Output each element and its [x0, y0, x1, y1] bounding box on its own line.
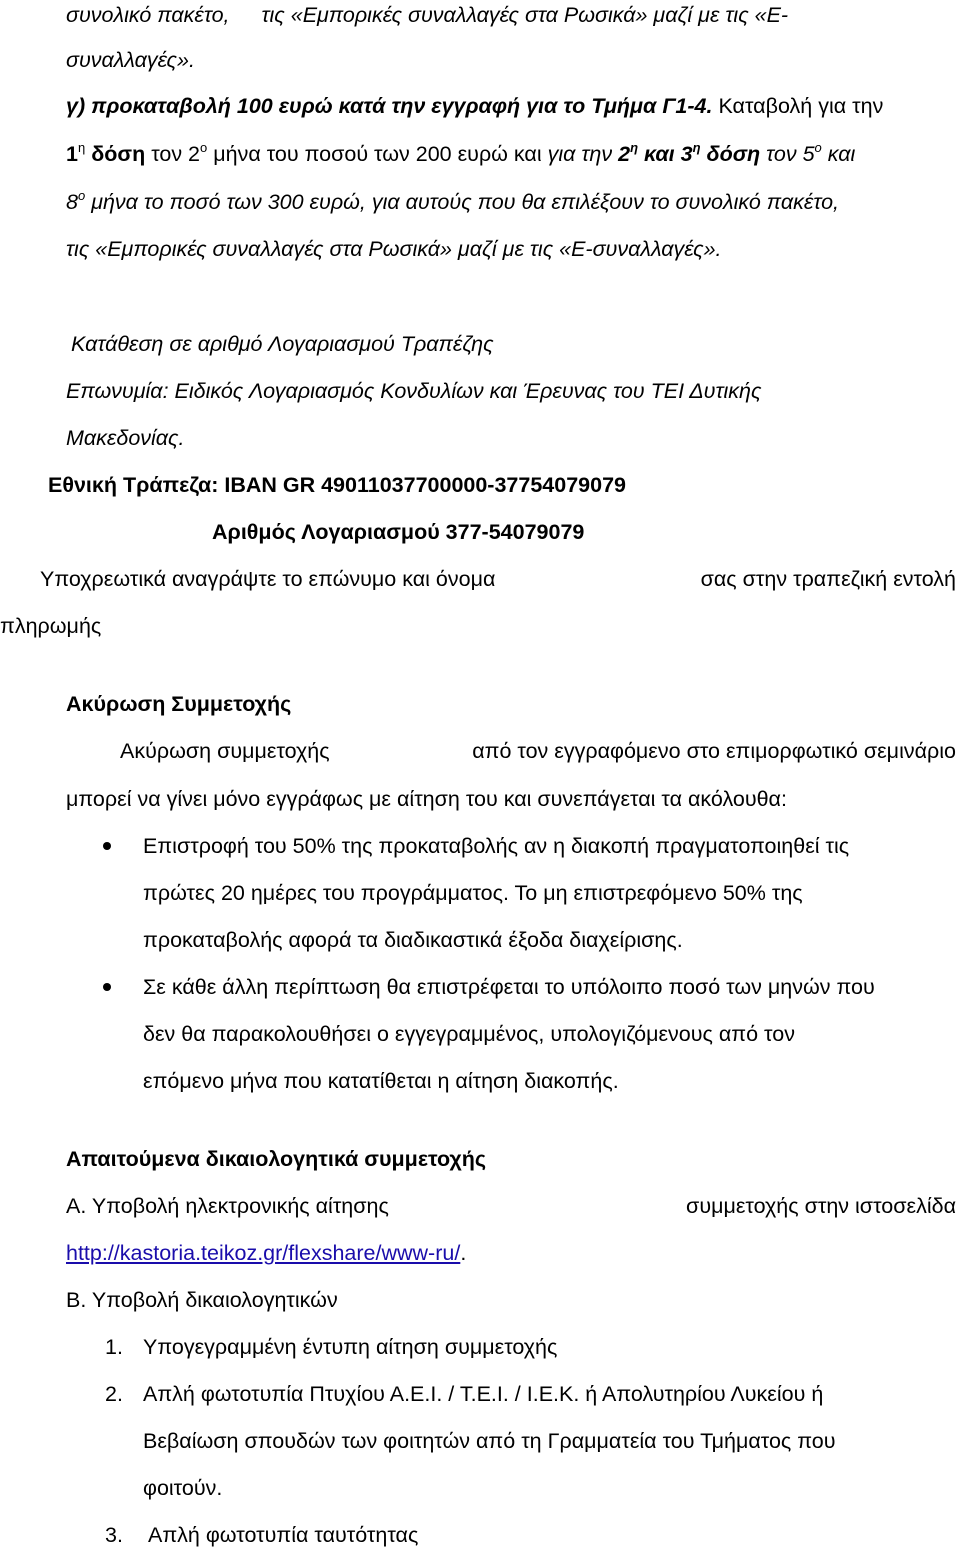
para-text: συνολικό πακέτο, — [66, 3, 230, 27]
list-item: Απλή φωτοτυπία ταυτότητας — [148, 1523, 419, 1547]
t: συμμετοχής στην ιστοσελίδα — [686, 1194, 956, 1218]
docs-heading: Απαιτούμενα δικαιολογητικά συμμετοχής — [66, 1147, 487, 1171]
para-text: Καταβολή για την — [718, 94, 884, 118]
t: Ακύρωση συμμετοχής — [120, 739, 330, 763]
list-item-number: 3. — [105, 1523, 123, 1547]
account-number: Αριθμός Λογαριασμού 377-54079079 — [212, 520, 585, 544]
t: μήνα του ποσού των 200 ευρώ και — [213, 142, 542, 166]
bank-note-b: σας στην τραπεζική εντολή — [700, 567, 956, 591]
cancel-p2: μπορεί να γίνει μόνο εγγράφως με αίτηση του και συνεπάγεται τα ακόλουθα: — [66, 787, 787, 811]
list-item-number: 2. — [105, 1382, 123, 1406]
advance-payment-text: γ) προκαταβολή 100 ευρώ κατά την εγγραφή για το Τμήμα Γ1-4. — [66, 94, 713, 118]
docs-b-title: Β. Υποβολή δικαιολογητικών — [66, 1288, 338, 1312]
cancel-b2-l2: δεν θα παρακολουθήσει ο εγγεγραμμένος, υπολογιζόμενους από τον — [143, 1022, 795, 1046]
t: για την — [547, 142, 613, 166]
sup: ο — [814, 140, 822, 155]
t: μήνα το ποσό των 300 ευρώ, για αυτούς που θα επιλέξουν το συνολικό πακέτο, — [91, 190, 839, 214]
bullet-icon — [103, 842, 111, 850]
iban: Εθνική Τράπεζα: IBAN GR 49011037700000-37754079079 — [48, 473, 627, 497]
bank-note-a: Υποχρεωτικά αναγράψτε το επώνυμο και όνομα — [40, 567, 496, 591]
t: από τον εγγραφόμενο στο επιμορφωτικό σεμινάριο — [472, 739, 956, 763]
cancel-b1-l1: Επιστροφή του 50% της προκαταβολής αν η διακοπή πραγματοποιηθεί τις — [143, 834, 850, 858]
para-line-6: τις «Εμπορικές συναλλαγές στα Ρωσικά» μαζί με τις «Ε-συναλλαγές». — [66, 237, 722, 261]
list-item: Απλή φωτοτυπία Πτυχίου Α.Ε.Ι. / Τ.Ε.Ι. / Ι.Ε.Κ. ή Απολυτηρίου Λυκείου ή — [143, 1382, 824, 1406]
t: δόση — [706, 142, 761, 166]
num: 8 — [66, 190, 78, 214]
t: και — [827, 142, 856, 166]
bank-heading: Κατάθεση σε αριθμό Λογαριασμού Τραπέζης — [71, 332, 494, 356]
list-item: Βεβαίωση σπουδών των φοιτητών από τη Γραμματεία του Τμήματος που — [143, 1429, 836, 1453]
t: . — [460, 1241, 467, 1265]
sup: η — [77, 140, 86, 155]
para-line-4 — [66, 141, 855, 167]
bullet-icon — [103, 983, 111, 991]
t: και 3 — [644, 142, 693, 166]
registration-link[interactable]: http://kastoria.teikoz.gr/flexshare/www-ru/ — [66, 1241, 461, 1265]
cancel-b1-l2: πρώτες 20 ημέρες του προγράμματος. Το μη επιστρεφόμενο 50% της — [143, 881, 803, 905]
docs-a-line — [66, 1193, 956, 1219]
list-item-number: 1. — [105, 1335, 123, 1359]
dose: δόση — [91, 142, 146, 166]
cancel-b1-l3: προκαταβολής αφορά τα διαδικαστικά έξοδα διαχείρισης. — [143, 928, 683, 952]
t: τον 2 — [151, 142, 201, 166]
para-line-3 — [66, 93, 883, 119]
cancel-p1 — [120, 738, 956, 764]
para-line-2: συναλλαγές». — [66, 48, 195, 72]
bank-note-end: πληρωμής — [0, 614, 102, 638]
sup: ο — [77, 188, 86, 203]
cancel-heading: Ακύρωση Συμμετοχής — [66, 692, 292, 716]
list-item: φοιτούν. — [143, 1476, 223, 1500]
sup: ο — [200, 140, 208, 155]
para-line-1 — [66, 2, 788, 28]
bank-note — [40, 566, 956, 592]
bank-name-line-2: Μακεδονίας. — [66, 426, 185, 450]
num: 2 — [618, 142, 631, 166]
docs-a-link-line — [66, 1240, 466, 1266]
para-text: τις «Εμπορικές συναλλαγές στα Ρωσικά» μαζί με τις «Ε- — [261, 3, 789, 27]
cancel-b2-l1: Σε κάθε άλλη περίπτωση θα επιστρέφεται το υπόλοιπο ποσό των μηνών που — [143, 975, 875, 999]
list-item: Υπογεγραμμένη έντυπη αίτηση συμμετοχής — [143, 1335, 558, 1359]
para-line-5 — [66, 189, 839, 215]
t: τον 5 — [766, 142, 815, 166]
num: 1 — [66, 142, 78, 166]
t: Α. Υποβολή ηλεκτρονικής αίτησης — [66, 1194, 389, 1218]
cancel-b2-l3: επόμενο μήνα που κατατίθεται η αίτηση διακοπής. — [143, 1069, 619, 1093]
sup: η — [692, 140, 701, 155]
sup: η — [630, 140, 639, 155]
bank-name-line-1: Επωνυμία: Ειδικός Λογαριασμός Κονδυλίων και Έρευνας του ΤΕΙ Δυτικής — [66, 379, 762, 403]
